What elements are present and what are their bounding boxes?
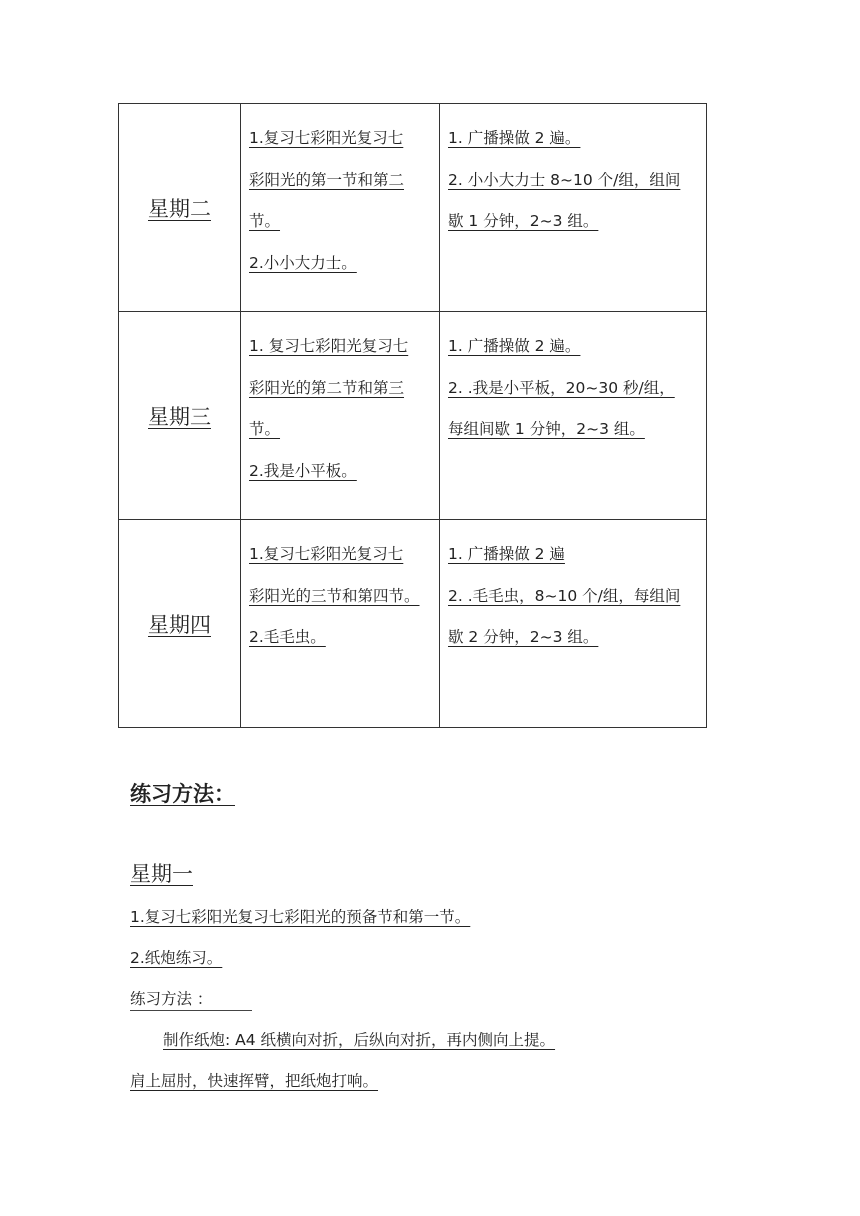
content-line: 彩阳光的三节和第四节。 — [249, 586, 420, 605]
method-line: 歇 1 分钟，2~3 组。 — [448, 212, 599, 230]
content-line: 节。 — [249, 420, 281, 438]
method-line: 每组间歇 1 分钟，2~3 组。 — [448, 420, 645, 438]
content-line: 1.复习七彩阳光复习七 — [249, 545, 404, 563]
section-title: 练习方法： — [130, 781, 235, 806]
content-cell — [241, 104, 440, 312]
content-line: 2.我是小平板。 — [249, 461, 357, 480]
day-cell — [119, 520, 241, 728]
method-line: 1. 广播操做 2 遍 — [448, 545, 565, 563]
monday-item-1: 1.复习七彩阳光复习七彩阳光的预备节和第一节。 — [130, 908, 471, 926]
day-cell — [119, 312, 241, 520]
content-cell — [241, 520, 440, 728]
table-row — [119, 520, 707, 728]
table-row — [119, 312, 707, 520]
content-line: 2.毛毛虫。 — [249, 628, 326, 646]
monday-heading: 星期一 — [130, 862, 193, 886]
weekly-plan-table — [118, 103, 707, 728]
method-cell — [440, 312, 707, 520]
method-cell — [440, 520, 707, 728]
method-step-2: 肩上屈肘，快速挥臂，把纸炮打响。 — [130, 1072, 379, 1090]
method-cell — [440, 104, 707, 312]
method-label: 练习方法 ： — [130, 987, 252, 1011]
table-row — [119, 104, 707, 312]
content-line: 彩阳光的第二节和第三 — [249, 378, 405, 397]
day-label: 星期二 — [148, 196, 211, 221]
day-label: 星期四 — [148, 612, 211, 637]
content-line: 彩阳光的第一节和第二 — [249, 170, 405, 189]
method-line: 1. 广播操做 2 遍。 — [448, 337, 581, 355]
method-line: 歇 2 分钟，2~3 组。 — [448, 628, 599, 646]
method-step-1: 制作纸炮: A4 纸横向对折，后纵向对折，再内侧向上提。 — [163, 1031, 556, 1049]
method-line: 1. 广播操做 2 遍。 — [448, 129, 581, 147]
content-cell — [241, 312, 440, 520]
monday-item-2: 2.纸炮练习。 — [130, 949, 223, 967]
day-label: 星期三 — [148, 404, 211, 429]
method-line: 2. .我是小平板，20~30 秒/组， — [448, 378, 675, 397]
content-line: 1.复习七彩阳光复习七 — [249, 129, 404, 147]
content-line: 1. 复习七彩阳光复习七 — [249, 337, 409, 355]
method-line: 2. 小小大力士 8~10 个/组，组间 — [448, 170, 681, 189]
day-cell — [119, 104, 241, 312]
content-line: 2.小小大力士。 — [249, 253, 357, 272]
method-line: 2. .毛毛虫，8~10 个/组，每组间 — [448, 586, 681, 605]
content-line: 节。 — [249, 212, 281, 230]
